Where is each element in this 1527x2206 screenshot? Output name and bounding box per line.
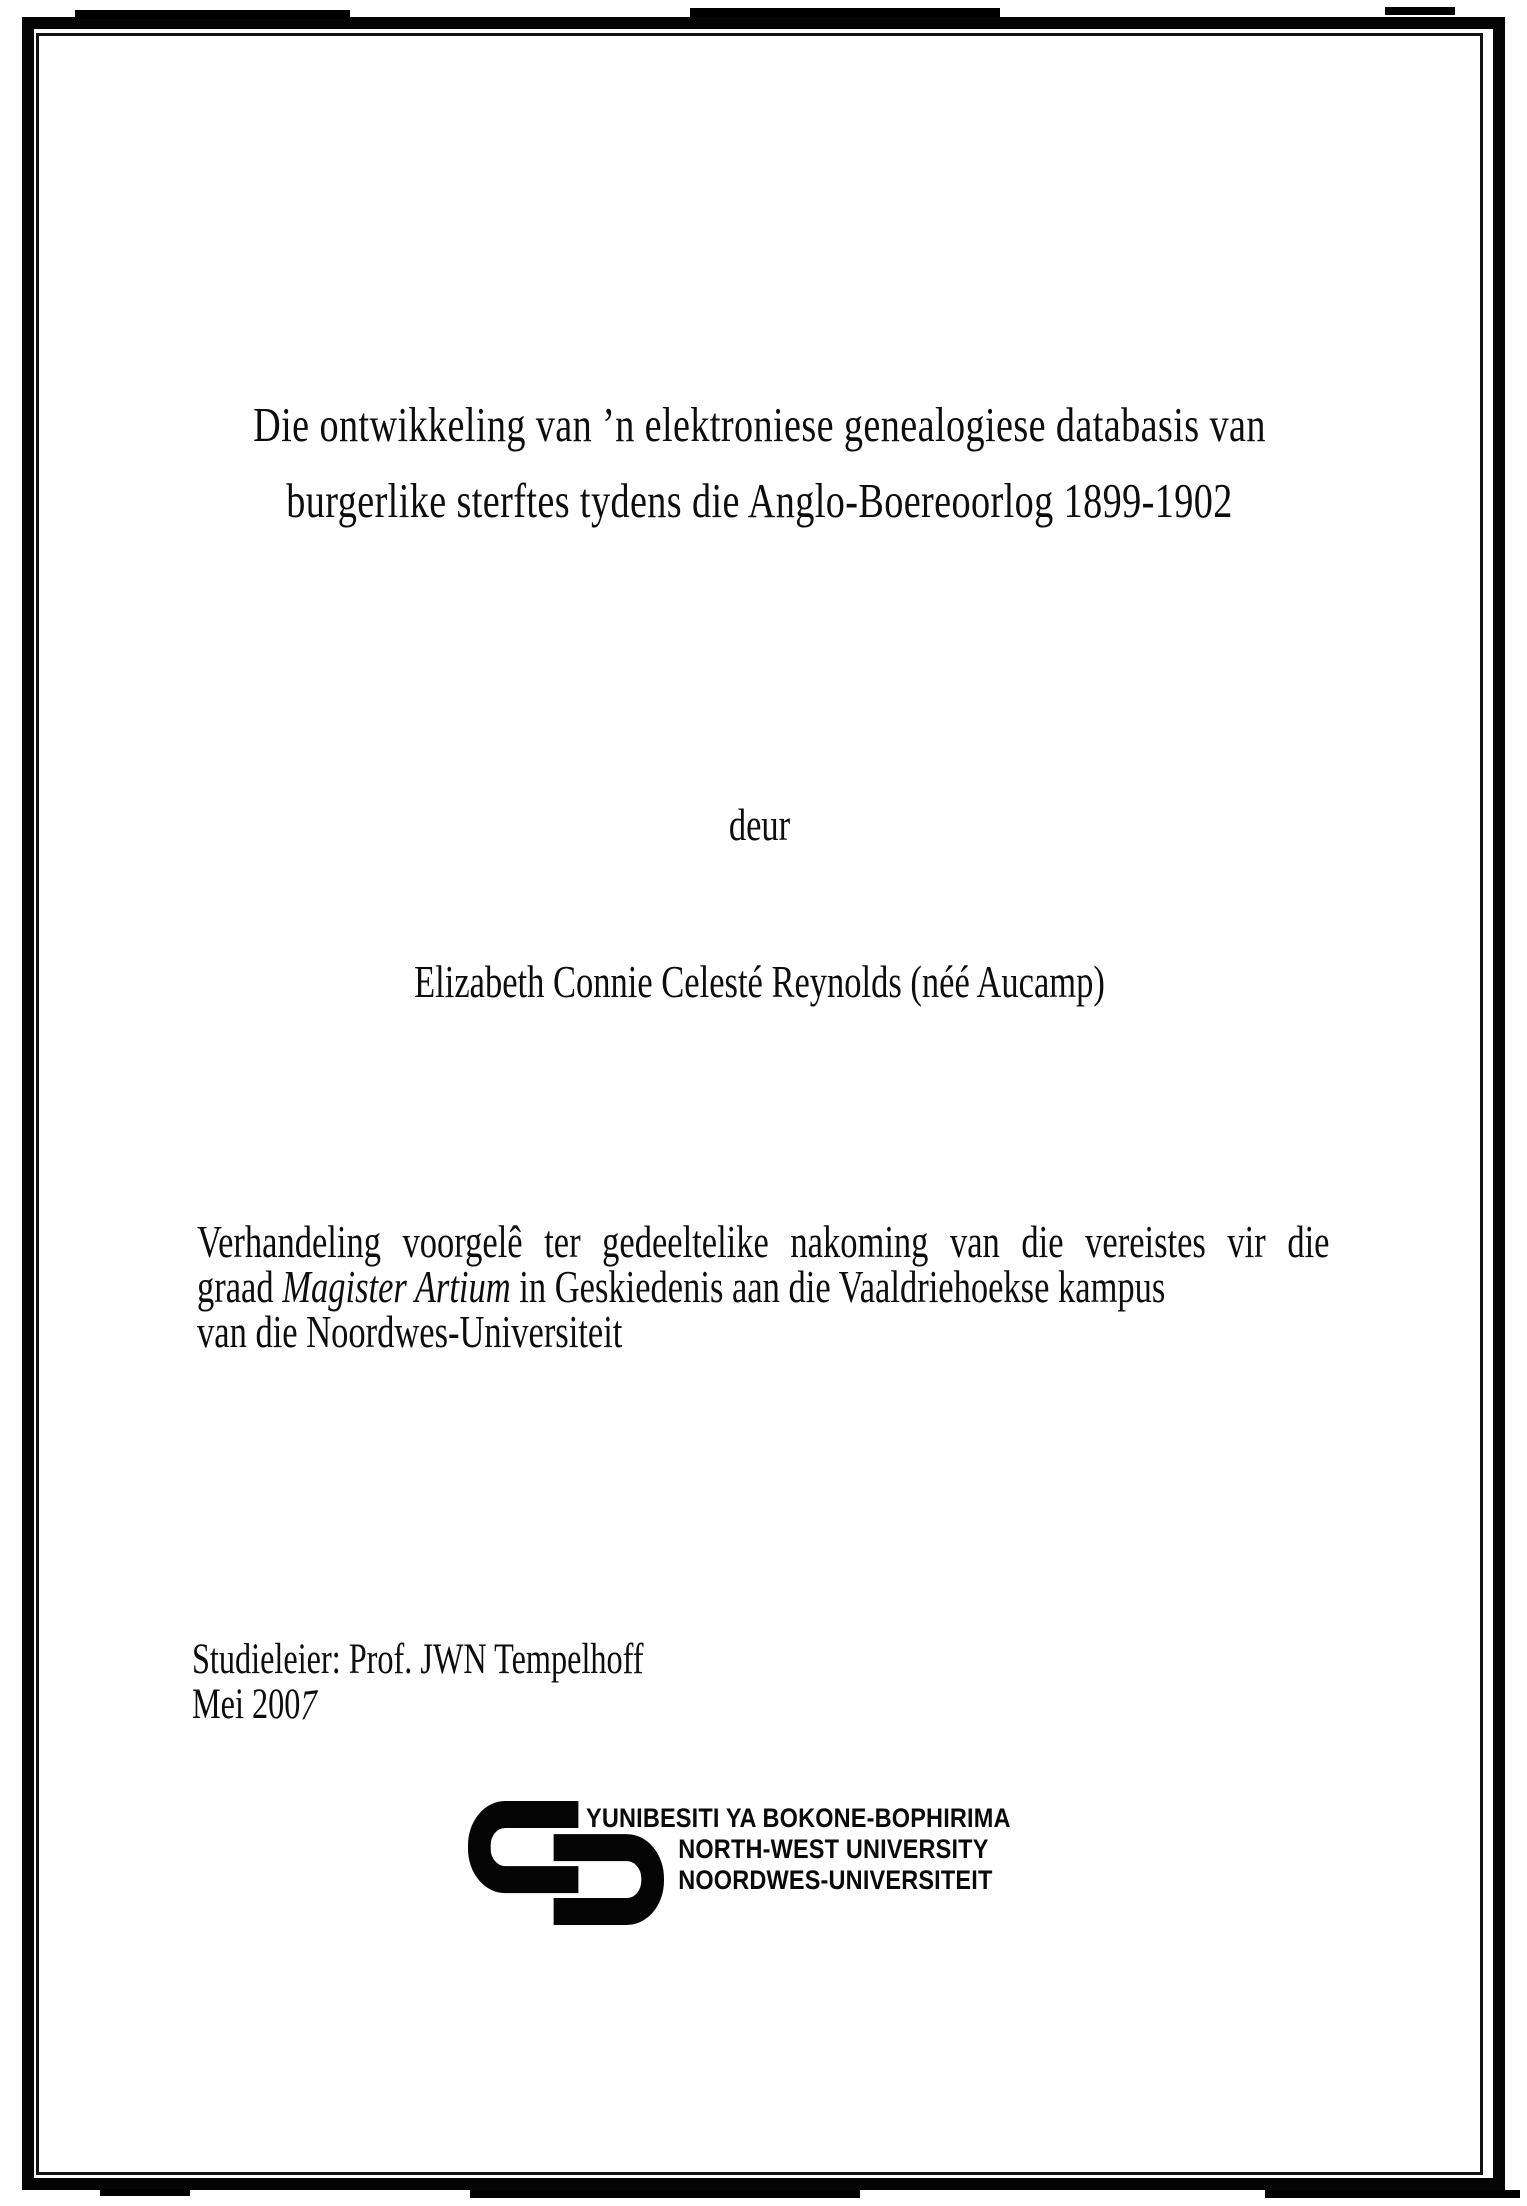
university-name-setswana: YUNIBESITI YA BOKONE-BOPHIRIMA (586, 1803, 1011, 1833)
statement-line2-pre: graad (197, 1261, 283, 1312)
thesis-title-line2: burgerlike sterftes tydens die Anglo-Boereoorlog 1899-1902 (286, 473, 1233, 528)
byline-deur: deur (728, 799, 791, 850)
scan-artifact (75, 10, 350, 19)
submission-statement (197, 1216, 1330, 1357)
scan-artifact (100, 2189, 190, 2196)
statement-line2 (197, 1261, 1330, 1312)
date-line (192, 1681, 1242, 1730)
statement-line2-post: in Geskiedenis aan die Vaaldriehoekse kampus (510, 1261, 1166, 1312)
date-last-digit: 7 (296, 1681, 321, 1730)
scan-artifact (1385, 7, 1455, 15)
date-prefix: Mei 200 (192, 1681, 301, 1728)
university-name-afrikaans: NOORDWES-UNIVERSITEIT (678, 1865, 993, 1895)
thesis-title (195, 387, 1324, 539)
university-wordmark (586, 1803, 1011, 1896)
supervisor-line: Studieleier: Prof. JWN Tempelhoff (192, 1636, 644, 1683)
supervisor-block (192, 1636, 1242, 1730)
scan-artifact (690, 8, 1000, 17)
thesis-title-line1: Die ontwikkeling van ’n elektroniese genealogiese databasis van (253, 397, 1266, 452)
scan-artifact (1265, 2190, 1520, 2198)
statement-line3: van die Noordwes-Universiteit (197, 1306, 623, 1357)
statement-line1: Verhandeling voorgelê ter gedeeltelike nakoming van die vereistes vir die (197, 1216, 1330, 1267)
scan-artifact (470, 2190, 860, 2198)
degree-name-italic: Magister Artium (282, 1261, 511, 1312)
university-name-english: NORTH-WEST UNIVERSITY (678, 1834, 989, 1864)
author-name: Elizabeth Connie Celesté Reynolds (néé Aucamp) (414, 956, 1105, 1007)
